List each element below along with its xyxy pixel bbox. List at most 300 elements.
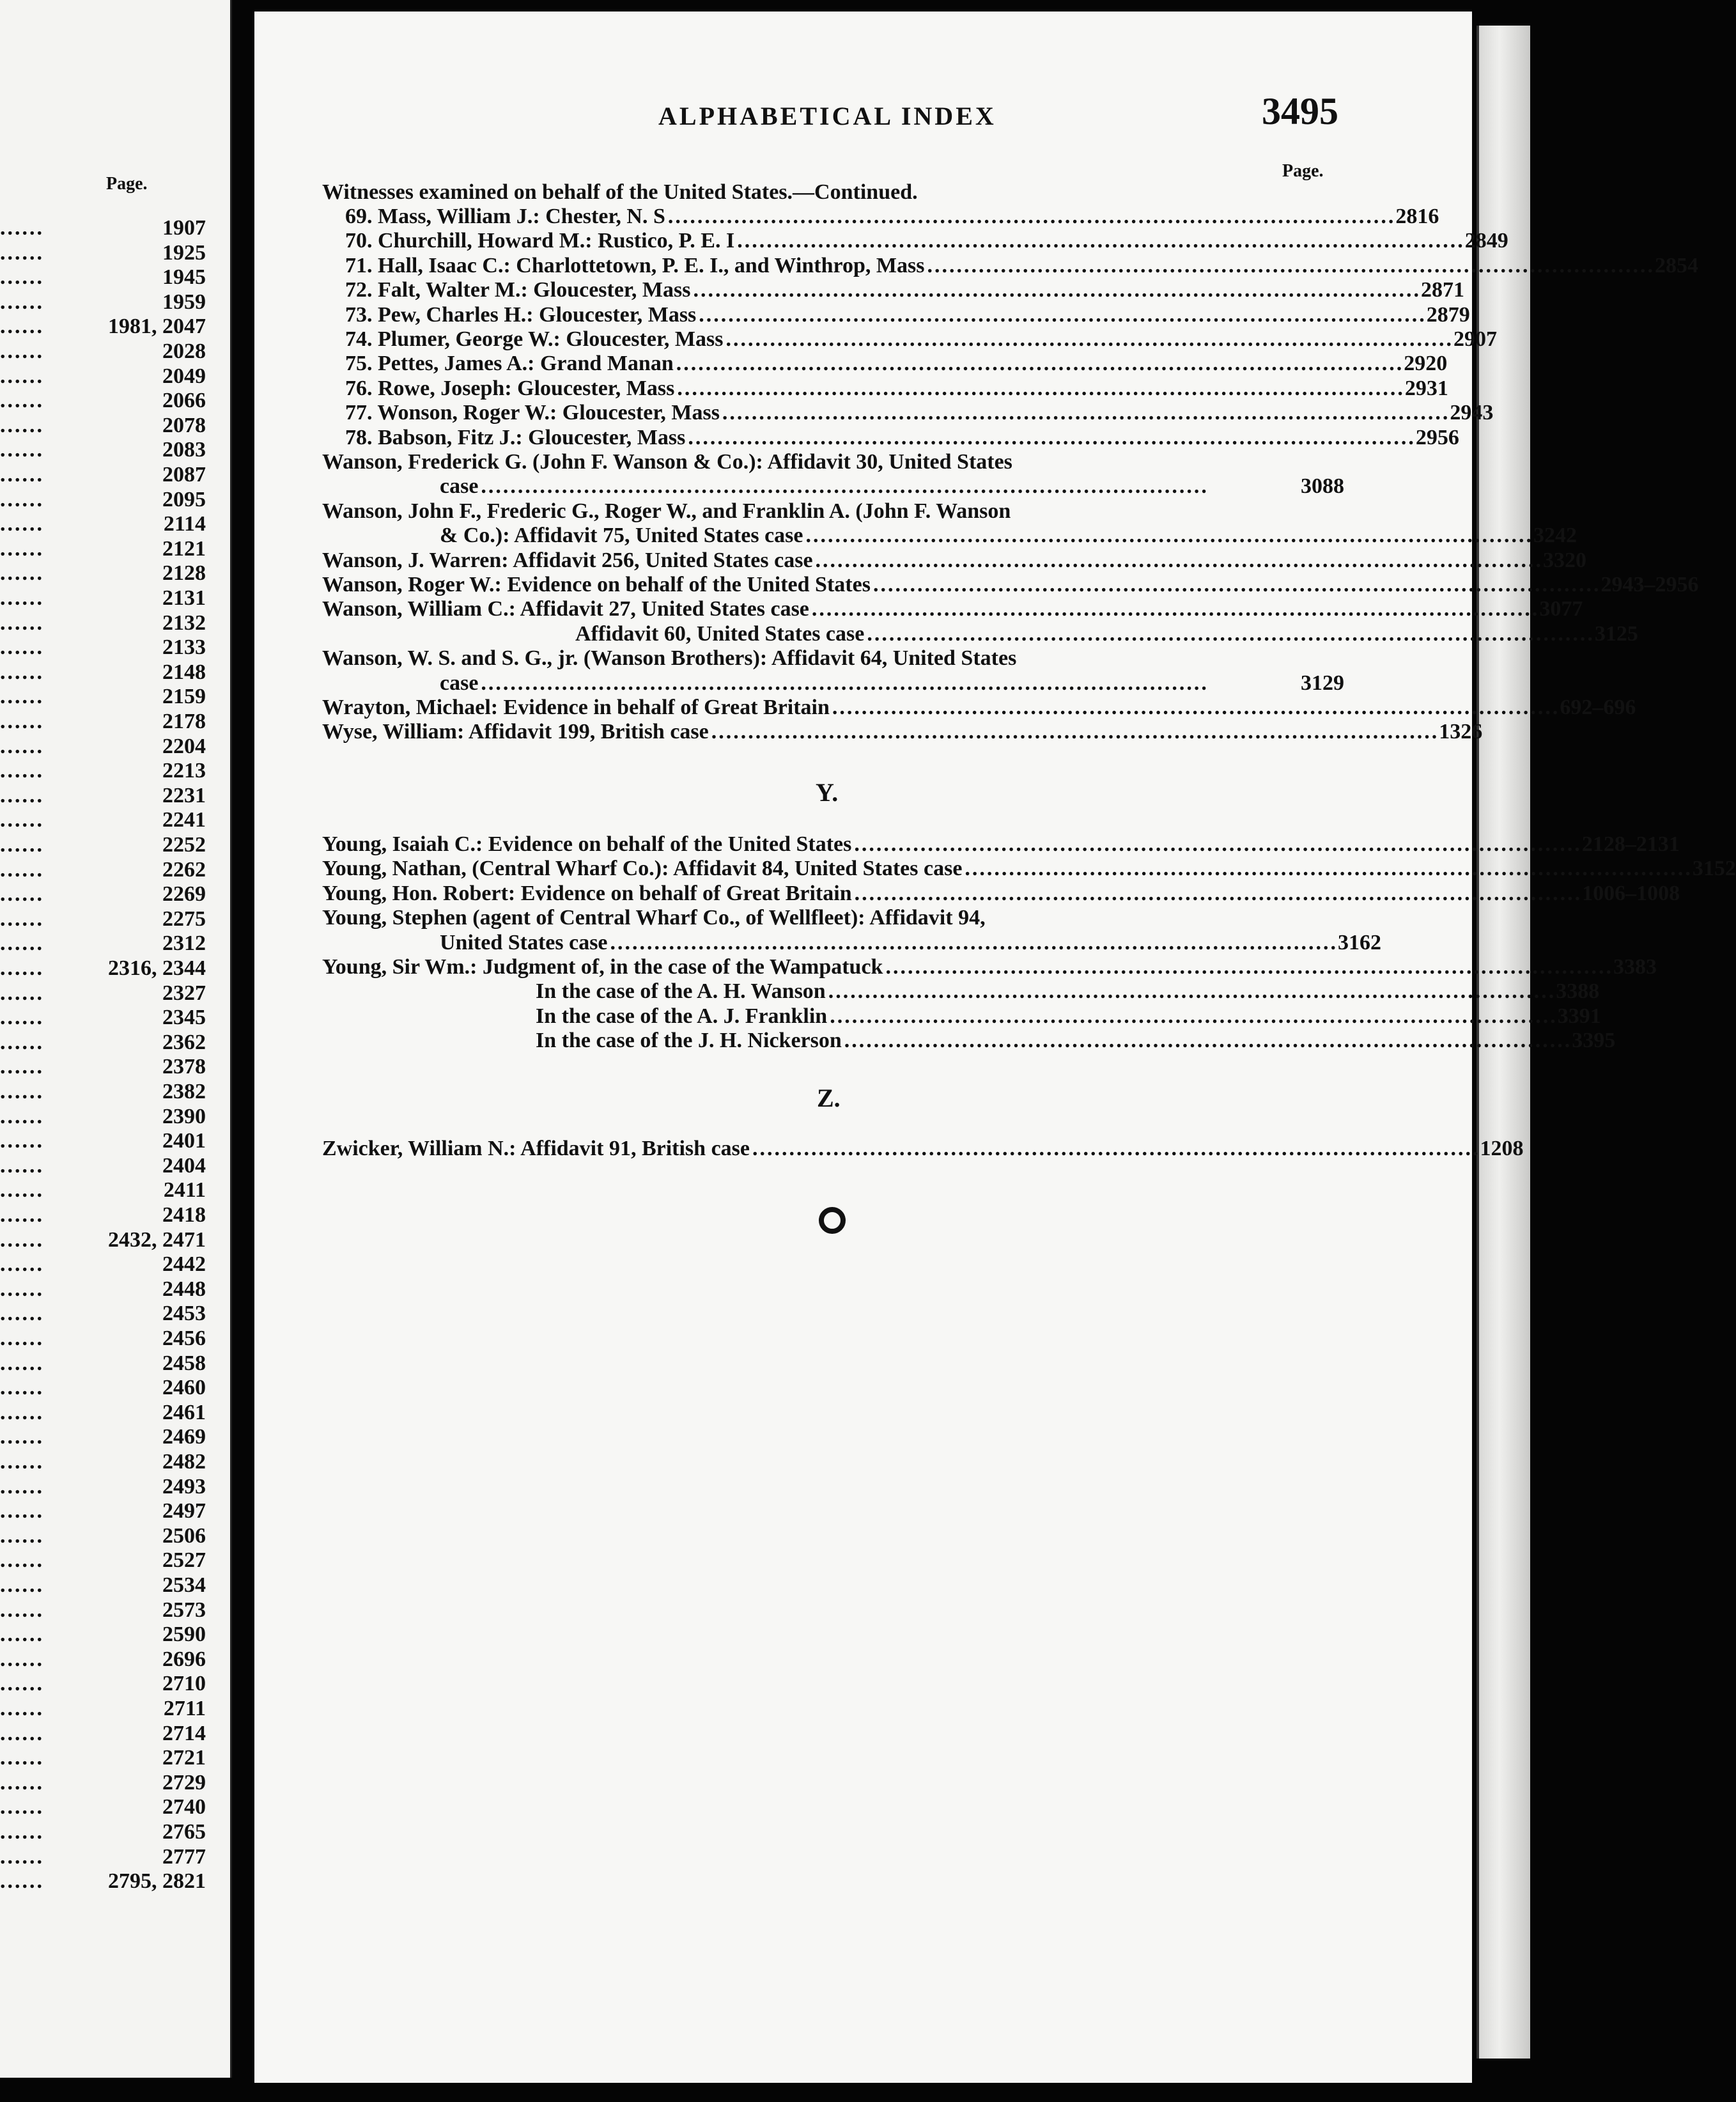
left-page-row bbox=[0, 685, 206, 709]
left-page-number: 2148 bbox=[162, 660, 206, 684]
index-entry-page: 2931 bbox=[1404, 376, 1448, 400]
index-entry bbox=[322, 832, 1680, 857]
dot-leader: ...... bbox=[0, 931, 44, 956]
left-page-number: 2312 bbox=[162, 931, 206, 956]
left-page-number: 2078 bbox=[162, 413, 206, 437]
left-page-row bbox=[0, 660, 206, 685]
dot-leader: ...... bbox=[0, 364, 44, 388]
left-page-row bbox=[0, 290, 206, 315]
left-page-row bbox=[0, 1006, 206, 1030]
left-page-number: 2066 bbox=[162, 389, 206, 413]
left-page-row bbox=[0, 1598, 206, 1623]
left-page-row bbox=[0, 1105, 206, 1129]
left-page-number: 2497 bbox=[162, 1499, 206, 1523]
dot-leader: ...... bbox=[0, 685, 44, 709]
dot-leader: ...... bbox=[0, 1721, 44, 1745]
dot-leader: ................................................................................................... bbox=[688, 425, 1416, 449]
dot-leader: ...... bbox=[0, 1450, 44, 1474]
left-page-number: 2461 bbox=[162, 1400, 206, 1424]
left-page-row bbox=[0, 907, 206, 931]
left-page-number: 2765 bbox=[162, 1820, 206, 1844]
left-page-row bbox=[0, 1499, 206, 1523]
dot-leader: ...... bbox=[0, 1153, 44, 1178]
left-page-number: 2493 bbox=[162, 1474, 206, 1499]
left-page-row bbox=[0, 1129, 206, 1153]
left-page-row bbox=[0, 611, 206, 635]
dot-leader: ...... bbox=[0, 882, 44, 907]
left-page-number: 2458 bbox=[162, 1351, 206, 1375]
index-entry bbox=[322, 720, 1483, 744]
index-entry bbox=[322, 671, 1348, 696]
left-page-row bbox=[0, 1277, 206, 1302]
index-entry-page: 3162 bbox=[1338, 930, 1382, 954]
left-page-row bbox=[0, 1203, 206, 1227]
dot-leader: ................................................................................................... bbox=[854, 881, 1583, 905]
left-page-row bbox=[0, 1548, 206, 1573]
dot-leader: ................................................................................................... bbox=[737, 229, 1465, 253]
left-page-number: 2573 bbox=[162, 1598, 206, 1622]
index-entry bbox=[322, 696, 1636, 720]
left-page-row bbox=[0, 1697, 206, 1721]
index-entry-page: 3129 bbox=[1301, 671, 1344, 695]
left-page-number: 2132 bbox=[162, 611, 206, 635]
left-page-row bbox=[0, 1376, 206, 1400]
left-page-number: 2390 bbox=[162, 1104, 206, 1128]
index-entry-page: 2871 bbox=[1420, 278, 1464, 302]
dot-leader: ...... bbox=[0, 586, 44, 610]
dot-leader: ................................................................................................... bbox=[844, 1029, 1572, 1053]
index-entry-page: 2920 bbox=[1404, 352, 1448, 376]
index-entry bbox=[322, 376, 1448, 401]
index-entry-text: 70. Churchill, Howard M.: Rustico, P. E. I bbox=[345, 229, 735, 253]
index-entry bbox=[322, 979, 1600, 1004]
left-page-number: 2432, 2471 bbox=[108, 1227, 206, 1252]
left-page-number: 2777 bbox=[162, 1844, 206, 1869]
dot-leader: ...... bbox=[0, 981, 44, 1005]
section-letter-y: Y. bbox=[816, 778, 839, 807]
left-page-row bbox=[0, 586, 206, 611]
dot-leader: ................................................................................................... bbox=[854, 832, 1582, 856]
dot-leader: ...... bbox=[0, 833, 44, 857]
left-page-number: 2411 bbox=[163, 1178, 206, 1203]
index-entry-text: In the case of the A. H. Wanson bbox=[536, 979, 826, 1004]
left-page-number: 2418 bbox=[162, 1203, 206, 1227]
left-page-row bbox=[0, 1055, 206, 1079]
index-entry bbox=[322, 524, 1577, 548]
page-number: 3495 bbox=[1262, 90, 1338, 132]
dot-leader: ...... bbox=[0, 1030, 44, 1054]
dot-leader: ................................................................................................... bbox=[965, 857, 1693, 881]
left-page-row bbox=[0, 265, 206, 290]
dot-leader: ................................................................................................... bbox=[811, 597, 1540, 621]
end-ornament bbox=[819, 1207, 846, 1234]
left-page-number: 2362 bbox=[162, 1030, 206, 1054]
index-entry-text: Wanson, W. S. and S. G., jr. (Wanson Brothers): Affidavit 64, United States bbox=[322, 646, 1017, 671]
index-entry-page: 2943–2956 bbox=[1600, 573, 1699, 596]
index-entry-text: Wanson, J. Warren: Affidavit 256, United States case bbox=[322, 548, 813, 572]
index-entry bbox=[322, 229, 1508, 253]
index-entry-text: Zwicker, William N.: Affidavit 91, British case bbox=[322, 1137, 750, 1160]
section-letter-z: Z. bbox=[817, 1084, 841, 1112]
dot-leader: ...... bbox=[0, 611, 44, 635]
left-page-number: 2327 bbox=[162, 981, 206, 1005]
dot-leader: ...... bbox=[0, 290, 44, 314]
left-page-row bbox=[0, 1524, 206, 1548]
index-entry-text: In the case of the A. J. Franklin bbox=[536, 1004, 828, 1028]
index-entry-text: & Co.): Affidavit 75, United States case bbox=[440, 524, 803, 548]
left-page-number: 2083 bbox=[162, 438, 206, 462]
dot-leader: ...... bbox=[0, 1820, 44, 1844]
left-page-number: 1925 bbox=[162, 240, 206, 265]
left-page-number: 2696 bbox=[162, 1647, 206, 1671]
index-entry-page: 2128–2131 bbox=[1581, 832, 1680, 856]
left-page-row bbox=[0, 759, 206, 783]
left-page-row bbox=[0, 1252, 206, 1277]
left-page-row bbox=[0, 1475, 206, 1499]
dot-leader: ................................................................................................... bbox=[722, 401, 1450, 425]
left-page-number: 2178 bbox=[162, 710, 206, 733]
left-page-row bbox=[0, 833, 206, 857]
index-entry bbox=[322, 548, 1587, 573]
left-page-row bbox=[0, 1647, 206, 1672]
index-entry-text: 69. Mass, William J.: Chester, N. S bbox=[345, 205, 665, 228]
left-page-row bbox=[0, 1228, 206, 1252]
index-entry bbox=[322, 401, 1494, 425]
index-entry bbox=[322, 1137, 1524, 1161]
left-page-row bbox=[0, 438, 206, 462]
index-entry-text: United States case bbox=[440, 930, 608, 954]
left-page-row bbox=[0, 1302, 206, 1326]
index-entry bbox=[322, 857, 1736, 881]
index-entry-page: 3388 bbox=[1556, 979, 1600, 1004]
index-heading: Witnesses examined on behalf of the United States.—Continued. bbox=[322, 180, 918, 204]
index-entry bbox=[322, 621, 1638, 646]
left-page-row bbox=[0, 1080, 206, 1104]
index-entry-text: Young, Nathan, (Central Wharf Co.): Affidavit 84, United States case bbox=[322, 857, 963, 881]
left-page-row bbox=[0, 512, 206, 536]
dot-leader: ...... bbox=[0, 1327, 44, 1350]
left-page-number: 2378 bbox=[162, 1055, 206, 1079]
left-page-row bbox=[0, 537, 206, 561]
left-page-row bbox=[0, 1795, 206, 1819]
left-page-number: 2269 bbox=[162, 882, 206, 907]
index-entry-page: 3395 bbox=[1572, 1029, 1616, 1053]
index-entry bbox=[322, 474, 1348, 499]
left-page-row bbox=[0, 414, 206, 438]
left-page-row bbox=[0, 241, 206, 265]
left-page-number: 2527 bbox=[162, 1548, 206, 1573]
left-page-number: 2729 bbox=[162, 1770, 206, 1794]
index-entry-text: 71. Hall, Isaac C.: Charlottetown, P. E. I., and Winthrop, Mass bbox=[345, 253, 925, 277]
index-entry-page: 2907 bbox=[1453, 327, 1497, 351]
dot-leader: ...... bbox=[0, 1203, 44, 1227]
index-entry bbox=[322, 327, 1497, 352]
left-page-number: 2159 bbox=[162, 685, 206, 709]
left-page-row bbox=[0, 1154, 206, 1178]
left-page-number: 2404 bbox=[162, 1153, 206, 1178]
index-entry bbox=[322, 906, 1348, 930]
dot-leader: ...... bbox=[0, 1425, 44, 1449]
dot-leader: ...... bbox=[0, 734, 44, 758]
dot-leader: ...... bbox=[0, 1376, 44, 1400]
dot-leader: ...... bbox=[0, 1672, 44, 1696]
dot-leader: ................................................................................................... bbox=[927, 253, 1655, 277]
dot-leader: ...... bbox=[0, 808, 44, 832]
left-page-number: 2448 bbox=[162, 1277, 206, 1301]
left-page-number: 1959 bbox=[162, 290, 206, 314]
left-page-row bbox=[0, 931, 206, 956]
left-page-row bbox=[0, 1869, 206, 1894]
index-entry-text: 73. Pew, Charles H.: Gloucester, Mass bbox=[345, 302, 697, 327]
left-page-number: 2469 bbox=[162, 1425, 206, 1449]
index-entry-text: Wyse, William: Affidavit 199, British case bbox=[322, 720, 709, 744]
index-entry-page: 3152 bbox=[1692, 857, 1736, 881]
left-page-row bbox=[0, 488, 206, 512]
left-page-number: 2131 bbox=[162, 586, 206, 610]
left-page-number: 2241 bbox=[162, 808, 206, 832]
left-page-row bbox=[0, 1573, 206, 1598]
index-entry-text: Young, Sir Wm.: Judgment of, in the case of the Wampatuck bbox=[322, 955, 883, 979]
index-entry bbox=[322, 205, 1439, 229]
dot-leader: ...... bbox=[0, 1869, 44, 1894]
dot-leader: ................................................................................................... bbox=[677, 376, 1405, 400]
index-entry-text: 75. Pettes, James A.: Grand Manan bbox=[345, 352, 674, 376]
dot-leader: ...... bbox=[0, 1697, 44, 1720]
dot-leader: ...... bbox=[0, 1770, 44, 1794]
index-entry bbox=[322, 425, 1459, 450]
index-entry-page: 3088 bbox=[1301, 474, 1344, 499]
left-page-row bbox=[0, 710, 206, 734]
left-page-row bbox=[0, 315, 206, 339]
left-page-row bbox=[0, 389, 206, 413]
dot-leader: ...... bbox=[0, 1598, 44, 1622]
left-page-number: 2456 bbox=[162, 1327, 206, 1350]
left-page-row bbox=[0, 1771, 206, 1795]
left-page-row bbox=[0, 1623, 206, 1647]
dot-leader: ...... bbox=[0, 1623, 44, 1647]
index-entry-text: 74. Plumer, George W.: Gloucester, Mass bbox=[345, 327, 724, 351]
left-page-row bbox=[0, 1401, 206, 1425]
dot-leader: ...... bbox=[0, 1080, 44, 1103]
index-entry-page: 2816 bbox=[1395, 205, 1439, 228]
dot-leader: ................................................................................................... bbox=[676, 352, 1404, 376]
dot-leader: ................................................................................................... bbox=[693, 278, 1421, 302]
left-page-row bbox=[0, 339, 206, 364]
dot-leader: ...... bbox=[0, 1499, 44, 1523]
index-entry-text: 77. Wonson, Roger W.: Gloucester, Mass bbox=[345, 401, 720, 425]
dot-leader: ...... bbox=[0, 1302, 44, 1326]
dot-leader: ................................................................................................... bbox=[667, 205, 1396, 228]
index-entry bbox=[322, 302, 1470, 327]
index-entry bbox=[322, 597, 1583, 621]
left-page-row bbox=[0, 1820, 206, 1844]
index-entry-text: Wanson, John F., Frederic G., Roger W., and Franklin A. (John F. Wanson bbox=[322, 499, 1011, 523]
dot-leader: ...... bbox=[0, 389, 44, 413]
left-page-number: 2401 bbox=[162, 1129, 206, 1153]
dot-leader: ...... bbox=[0, 1573, 44, 1597]
left-page-number: 2128 bbox=[162, 561, 206, 586]
dot-leader: ...... bbox=[0, 1252, 44, 1277]
dot-leader: ...... bbox=[0, 1277, 44, 1301]
index-entry-page: 2854 bbox=[1654, 253, 1698, 277]
left-page-row bbox=[0, 1031, 206, 1055]
left-page-row bbox=[0, 1178, 206, 1203]
index-entry-text: Wanson, Frederick G. (John F. Wanson & Co.): Affidavit 30, United States bbox=[322, 450, 1012, 474]
left-page-row bbox=[0, 216, 206, 240]
dot-leader: ................................................................................................... bbox=[872, 573, 1601, 596]
dot-leader: ................................................................................................... bbox=[752, 1137, 1480, 1160]
left-page-number: 2275 bbox=[162, 907, 206, 931]
dot-leader: ...... bbox=[0, 1795, 44, 1819]
left-page-row bbox=[0, 981, 206, 1006]
left-page-col-label: Page. bbox=[106, 174, 148, 194]
dot-leader: ................................................................................................... bbox=[805, 524, 1533, 548]
dot-leader: ...... bbox=[0, 1474, 44, 1499]
index-entry-page: 1208 bbox=[1480, 1137, 1524, 1160]
index-entry bbox=[322, 881, 1680, 906]
dot-leader: ...... bbox=[0, 759, 44, 783]
dot-leader: ...... bbox=[0, 216, 44, 240]
dot-leader: ................................................................................................... bbox=[610, 930, 1338, 954]
left-page-row bbox=[0, 635, 206, 660]
left-page-row bbox=[0, 1425, 206, 1449]
left-page-row bbox=[0, 1327, 206, 1351]
dot-leader: ...... bbox=[0, 463, 44, 487]
dot-leader: ...... bbox=[0, 1523, 44, 1548]
left-page-row bbox=[0, 956, 206, 981]
dot-leader: ...... bbox=[0, 512, 44, 536]
dot-leader: ................................................................................................... bbox=[830, 1004, 1558, 1028]
left-page-row bbox=[0, 1845, 206, 1869]
index-entry-text: 78. Babson, Fitz J.: Gloucester, Mass bbox=[345, 425, 686, 449]
dot-leader: ...... bbox=[0, 1006, 44, 1030]
index-entry-page: 1006–1008 bbox=[1582, 881, 1680, 905]
index-entry bbox=[322, 1029, 1616, 1053]
left-page-number: 2028 bbox=[162, 339, 206, 363]
index-entry-page: 692–696 bbox=[1560, 696, 1636, 719]
index-entry-page: 3391 bbox=[1557, 1004, 1601, 1028]
index-entry-text: Young, Isaiah C.: Evidence on behalf of the United States bbox=[322, 832, 852, 856]
dot-leader: ...... bbox=[0, 1844, 44, 1869]
index-entry-page: 2879 bbox=[1426, 302, 1470, 327]
left-page-row bbox=[0, 808, 206, 832]
left-page-number: 2345 bbox=[162, 1006, 206, 1030]
dot-leader: ...... bbox=[0, 561, 44, 586]
dot-leader: ...... bbox=[0, 857, 44, 882]
left-page-number: 2710 bbox=[162, 1672, 206, 1696]
dot-leader: ...... bbox=[0, 1400, 44, 1424]
dot-leader: ...... bbox=[0, 1746, 44, 1770]
left-page-number: 1981, 2047 bbox=[108, 315, 206, 339]
dot-leader: ................................................................................................... bbox=[832, 696, 1560, 719]
index-entry bbox=[322, 646, 1348, 671]
left-page-row bbox=[0, 784, 206, 808]
left-page-row bbox=[0, 463, 206, 487]
left-page-number: 2316, 2344 bbox=[108, 956, 206, 980]
left-page-number: 2049 bbox=[162, 364, 206, 388]
left-page-number: 1945 bbox=[162, 265, 206, 290]
left-page-row bbox=[0, 1746, 206, 1770]
index-entry-page: 3383 bbox=[1613, 955, 1657, 979]
left-page-number: 2121 bbox=[162, 536, 206, 561]
index-entry-page: 3242 bbox=[1533, 524, 1577, 548]
left-page-number: 1907 bbox=[162, 216, 206, 240]
index-entry bbox=[322, 930, 1382, 955]
left-page-row bbox=[0, 858, 206, 882]
dot-leader: ...... bbox=[0, 438, 44, 462]
index-entry-page: 3125 bbox=[1594, 621, 1638, 646]
index-entry-text: 72. Falt, Walter M.: Gloucester, Mass bbox=[345, 278, 691, 302]
index-entry-text: Affidavit 60, United States case bbox=[575, 621, 865, 646]
dot-leader: ................................................................................................... bbox=[481, 671, 1209, 695]
left-page-number: 2590 bbox=[162, 1623, 206, 1647]
left-page-number: 2133 bbox=[162, 635, 206, 660]
left-page-number: 2740 bbox=[162, 1795, 206, 1819]
dot-leader: ...... bbox=[0, 413, 44, 437]
left-page-number: 2204 bbox=[162, 734, 206, 758]
left-page-number: 2114 bbox=[163, 512, 206, 536]
left-page-number: 2460 bbox=[162, 1376, 206, 1400]
right-page-col-label: Page. bbox=[1282, 161, 1324, 181]
left-page-number: 2262 bbox=[162, 857, 206, 882]
left-page-row bbox=[0, 1351, 206, 1376]
left-page-number: 2721 bbox=[162, 1746, 206, 1770]
dot-leader: ...... bbox=[0, 265, 44, 290]
left-page-number: 2231 bbox=[162, 783, 206, 807]
dot-leader: ...... bbox=[0, 339, 44, 363]
left-page-number: 2252 bbox=[162, 833, 206, 857]
left-page-number: 2382 bbox=[162, 1080, 206, 1103]
dot-leader: ...... bbox=[0, 710, 44, 733]
index-entry bbox=[322, 278, 1464, 302]
index-entry-page: 2943 bbox=[1450, 401, 1494, 425]
dot-leader: ................................................................................................... bbox=[815, 548, 1544, 572]
left-page-row bbox=[0, 1450, 206, 1474]
left-page-number: 2213 bbox=[162, 759, 206, 783]
left-page-number: 2506 bbox=[162, 1523, 206, 1548]
index-entry-text: Young, Stephen (agent of Central Wharf Co., of Wellfleet): Affidavit 94, bbox=[322, 906, 986, 930]
index-entry-text: Wrayton, Michael: Evidence in behalf of Great Britain bbox=[322, 696, 830, 719]
left-page-number: 2087 bbox=[162, 463, 206, 487]
dot-leader: ...... bbox=[0, 1104, 44, 1128]
left-page-row bbox=[0, 561, 206, 586]
index-entry bbox=[322, 955, 1657, 979]
dot-leader: ...... bbox=[0, 660, 44, 684]
dot-leader: ................................................................................................... bbox=[725, 327, 1453, 351]
left-page-number: 2534 bbox=[162, 1573, 206, 1597]
left-page-number: 2095 bbox=[162, 487, 206, 511]
dot-leader: ................................................................................................... bbox=[711, 720, 1439, 744]
dot-leader: ...... bbox=[0, 783, 44, 807]
index-entry bbox=[322, 499, 1348, 524]
index-entry-text: case bbox=[440, 474, 479, 499]
index-entry-text: Young, Hon. Robert: Evidence on behalf of Great Britain bbox=[322, 881, 852, 905]
index-entry-text: In the case of the J. H. Nickerson bbox=[536, 1029, 842, 1053]
index-entry-page: 2849 bbox=[1464, 229, 1508, 253]
index-entry-page: 2956 bbox=[1415, 425, 1459, 449]
left-page-number: 2453 bbox=[162, 1302, 206, 1326]
dot-leader: ...... bbox=[0, 240, 44, 265]
dot-leader: ...... bbox=[0, 635, 44, 660]
dot-leader: ...... bbox=[0, 1647, 44, 1671]
dot-leader: ...... bbox=[0, 1178, 44, 1203]
dot-leader: ...... bbox=[0, 536, 44, 561]
dot-leader: ...... bbox=[0, 487, 44, 511]
left-page-row bbox=[0, 1722, 206, 1746]
dot-leader: ...... bbox=[0, 315, 44, 339]
page-title: ALPHABETICAL INDEX bbox=[658, 102, 996, 130]
dot-leader: ...... bbox=[0, 1351, 44, 1375]
